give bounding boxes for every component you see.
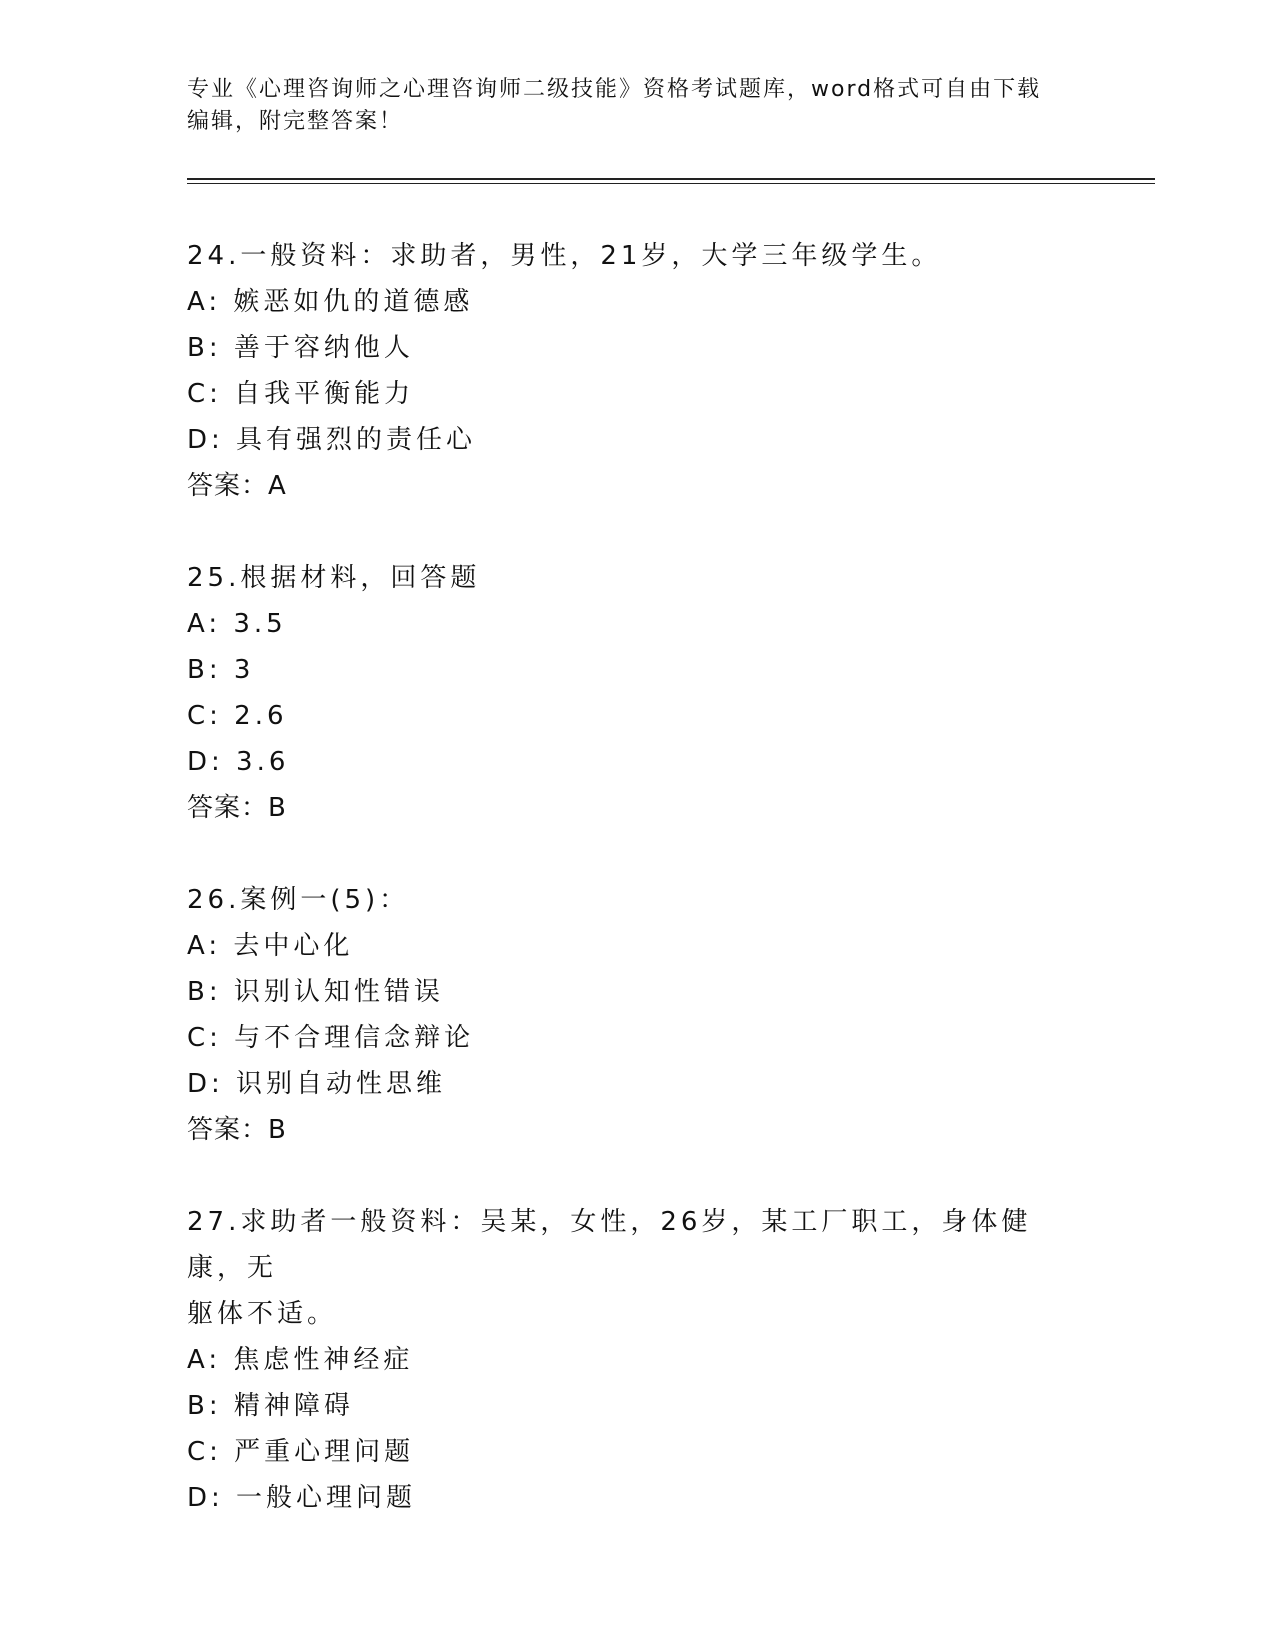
answer: 答案：B [187,793,287,823]
answer: 答案：B [187,1115,287,1145]
option-c: C: 自我平衡能力 [187,379,415,409]
document-header [187,74,1087,138]
question-stem: 26.案例一(5)： [187,885,410,915]
option-b: B: 识别认知性错误 [187,977,444,1007]
option-d: D: 3.6 [187,747,290,777]
question-stem: 25.根据材料，回答题 [187,563,481,593]
header-line-2: 编辑，附完整答案！ [187,109,404,134]
option-a: A: 嫉恶如仇的道德感 [187,287,474,317]
answer: 答案：A [187,471,287,501]
option-a: A: 3.5 [187,609,287,639]
option-a: A: 焦虑性神经症 [187,1345,414,1375]
option-c: C: 2.6 [187,701,288,731]
question-26 [187,877,1087,1153]
question-stem-line-2: 躯体不适。 [187,1299,338,1329]
header-divider-thick [187,178,1155,180]
question-list [187,233,1087,1521]
question-24 [187,233,1087,509]
option-b: B: 3 [187,655,255,685]
option-c: C: 严重心理问题 [187,1437,415,1467]
option-b: B: 善于容纳他人 [187,333,414,363]
option-d: D: 具有强烈的责任心 [187,425,477,455]
option-a: A: 去中心化 [187,931,354,961]
header-line-1: 专业《心理咨询师之心理咨询师二级技能》资格考试题库，word格式可自由下载 [187,77,1042,102]
option-c: C: 与不合理信念辩论 [187,1023,475,1053]
question-27 [187,1199,1087,1521]
header-divider-thin [187,183,1155,184]
question-stem: 24.一般资料：求助者，男性，21岁，大学三年级学生。 [187,241,942,271]
option-d: D: 识别自动性思维 [187,1069,447,1099]
option-d: D: 一般心理问题 [187,1483,417,1513]
question-25 [187,555,1087,831]
option-b: B: 精神障碍 [187,1391,354,1421]
question-stem-line-1: 27.求助者一般资料：吴某，女性，26岁，某工厂职工，身体健康，无 [187,1207,1032,1283]
